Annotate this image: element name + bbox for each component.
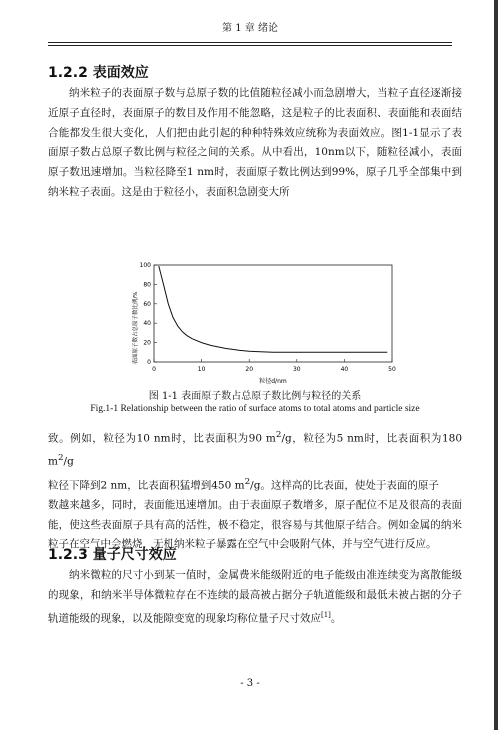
y-tick-label: 0 bbox=[147, 359, 151, 366]
y-tick-label: 40 bbox=[143, 320, 151, 328]
y-tick-label: 100 bbox=[139, 262, 151, 269]
surface-energy-text: 数越来越多，同时，表面能迅速增加。由于表面原子数增多，原子配位不足及很高的表面能，使这些表面原子具有高的活性，极不稳定，很容易与其他原子结合。例如金属的纳米粒子在空气中会燃烧，无机纳米粒子暴露在空气中会吸附气体，并与空气进行反应。 bbox=[48, 498, 462, 551]
x-tick-label: 40 bbox=[340, 366, 349, 373]
surface-effect-text: 纳米粒子的表面原子数与总原子数的比值随粒径减小而急剧增大，当粒子直径逐渐接近原子直径时，表面原子的数目及作用不能忽略，这是粒子的比表面积、表面能和表面结合能都发生很大变化，人们把由此引起的种种特殊效应统称为表面效应。图1-1显示了表面原子数占总原子数比例与粒径之间的关系。从中看出，10nm以下，随粒径减小，表面原子数迅速增加。当粒径降至1 nm时，表面原子数比例达到99%，原子几乎全部集中到纳米粒子表面。这是由于粒径小，表面积急剧变大所 bbox=[48, 87, 462, 198]
section-title-quantum-size-effect: 1.2.3 量子尺寸效应 bbox=[48, 547, 177, 563]
x-tick-label: 30 bbox=[292, 366, 301, 373]
quantum-size-paragraph bbox=[48, 566, 462, 629]
page-number: - 3 - bbox=[240, 678, 260, 689]
y-axis-label: 表面原子数占总原子数比例/% bbox=[133, 291, 139, 365]
series-line bbox=[159, 266, 387, 352]
quantum-size-text: 纳米微粒的尺寸小到某一值时，金属费米能级附近的电子能级由准连续变为离散能级的现象，和纳米半导体微粒存在不连续的最高被占据分子轨道能级和最低未被占据的分子轨道能级的现象，以及能隙变宽的现象均称位量子尺寸效应[1]。 bbox=[48, 569, 462, 625]
plot-frame bbox=[154, 265, 392, 362]
figure-caption-cn: 图 1-1 表面原子数占总原子数比例与粒径的关系 bbox=[148, 391, 362, 402]
surface-area-line-2: 粒径下降到2 nm，比表面积猛增到450 $m^2/g$。这样高的比表面，使处于表面的原子 bbox=[48, 476, 439, 492]
y-tick-label: 60 bbox=[143, 300, 151, 308]
citation-ref[interactable]: [1] bbox=[321, 610, 331, 619]
surface-effect-continued bbox=[48, 426, 462, 555]
superscript: 2 bbox=[275, 430, 282, 440]
x-tick-label: 10 bbox=[197, 366, 206, 373]
header-rule bbox=[48, 45, 452, 46]
surface-atom-ratio-chart bbox=[95, 260, 400, 390]
x-tick-label: 0 bbox=[152, 366, 156, 373]
surface-effect-paragraph bbox=[48, 84, 462, 203]
superscript: 2 bbox=[244, 476, 251, 487]
y-tick-label: 20 bbox=[143, 339, 151, 347]
x-tick-label: 20 bbox=[245, 366, 254, 373]
running-header bbox=[48, 22, 452, 43]
superscript: 2 bbox=[57, 453, 64, 464]
x-tick-label: 50 bbox=[388, 366, 396, 373]
section-title-surface-effect: 1.2.2 表面效应 bbox=[48, 65, 149, 81]
binding-edge bbox=[494, 0, 498, 730]
figure-caption-en: Fig.1-1 Relationship between the ratio of surface atoms to total atoms and particle size bbox=[90, 404, 420, 414]
chapter-title: 第 1 章 绪论 bbox=[222, 23, 278, 34]
y-tick-label: 80 bbox=[143, 281, 151, 289]
surface-area-line-1: 致。例如，粒径为10 nm时，比表面积为90 $m^2/g$，粒径为5 nm时，比表面积为180 $m^2/g$ bbox=[48, 430, 462, 468]
x-axis-label: 粒径d/nm bbox=[259, 378, 287, 385]
